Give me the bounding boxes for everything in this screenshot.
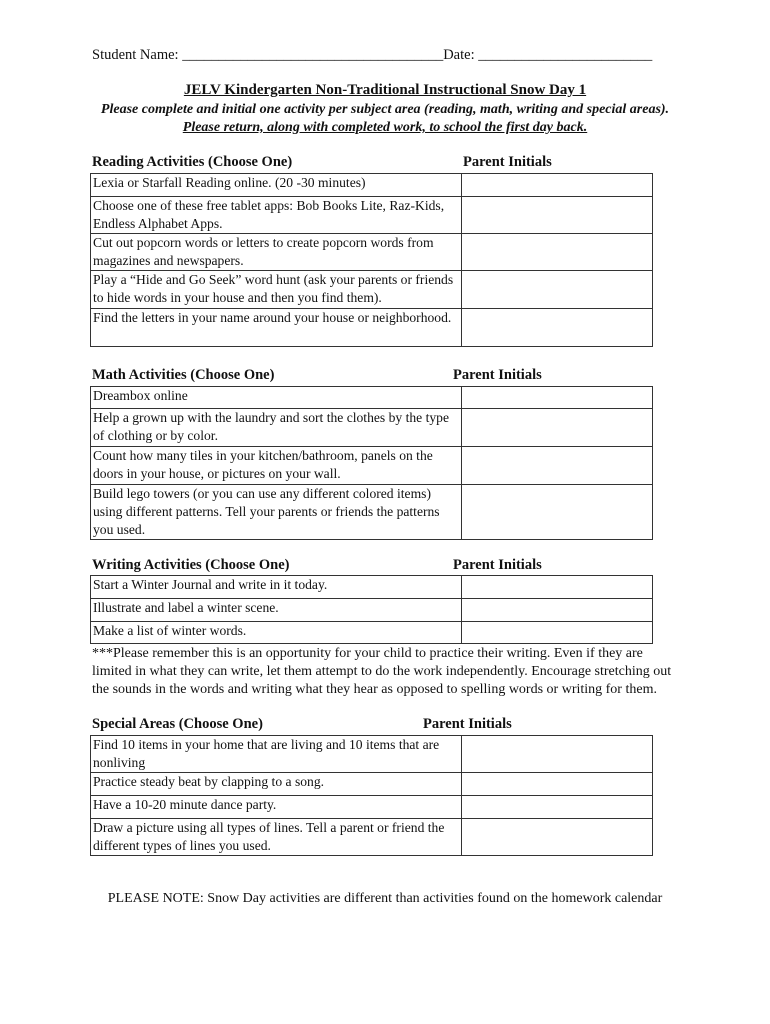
student-name-date-line: Student Name: ____________________________________Date: ________________________ [92, 47, 653, 63]
page-title: JELV Kindergarten Non-Traditional Instructional Snow Day 1 [183, 82, 587, 98]
table-row [91, 485, 653, 540]
activity-cell: Count how many tiles in your kitchen/bathroom, panels on the doors in your house, or pictures on your wall. [91, 447, 462, 485]
activity-cell: Have a 10-20 minute dance party. [91, 796, 462, 819]
reading-heading: Reading Activities (Choose One) [92, 154, 293, 170]
activity-cell: Start a Winter Journal and write in it today. [91, 576, 462, 599]
parent-initials-cell[interactable] [462, 174, 653, 197]
activity-cell: Play a “Hide and Go Seek” word hunt (ask your parents or friends to hide words in your house and then you find them). [91, 271, 462, 309]
writing-initials-heading: Parent Initials [453, 557, 542, 573]
parent-initials-cell[interactable] [462, 736, 653, 773]
parent-initials-cell[interactable] [462, 271, 653, 309]
parent-initials-cell[interactable] [462, 447, 653, 485]
please-note-footer: PLEASE NOTE: Snow Day activities are different than activities found on the homework calendar [107, 891, 663, 906]
parent-initials-cell[interactable] [462, 197, 653, 234]
reading-initials-heading: Parent Initials [463, 154, 552, 170]
activity-cell: Choose one of these free tablet apps: Bob Books Lite, Raz-Kids, Endless Alphabet Apps. [91, 197, 462, 234]
parent-initials-cell[interactable] [462, 819, 653, 856]
parent-initials-cell[interactable] [462, 234, 653, 271]
special-initials-heading: Parent Initials [423, 716, 512, 732]
table-row [91, 819, 653, 856]
parent-initials-cell[interactable] [462, 485, 653, 540]
activity-cell: Find the letters in your name around your house or neighborhood. [91, 309, 462, 347]
writing-table [90, 575, 653, 644]
table-row [91, 271, 653, 309]
table-row [91, 309, 653, 347]
parent-initials-cell[interactable] [462, 622, 653, 644]
special-areas-table [90, 735, 653, 856]
activity-cell: Illustrate and label a winter scene. [91, 599, 462, 622]
activity-cell: Build lego towers (or you can use any different colored items) using different patterns. Tell your parents or friends the patterns you used. [91, 485, 462, 540]
instructions [92, 101, 678, 137]
parent-initials-cell[interactable] [462, 309, 653, 347]
table-row [91, 599, 653, 622]
math-heading: Math Activities (Choose One) [92, 367, 275, 383]
table-row [91, 409, 653, 447]
table-row [91, 796, 653, 819]
parent-initials-cell[interactable] [462, 409, 653, 447]
writing-note: ***Please remember this is an opportunity for your child to practice their writing. Even if they are limited in what they can write, let them attempt to do the work independently. Encourage stretching out the sounds in the words and writing what they hear as opposed to spelling words or writing for them. [92, 646, 672, 697]
table-row [91, 174, 653, 197]
parent-initials-cell[interactable] [462, 796, 653, 819]
parent-initials-cell[interactable] [462, 576, 653, 599]
activity-cell: Lexia or Starfall Reading online. (20 -30 minutes) [91, 174, 462, 197]
table-row [91, 576, 653, 599]
table-row [91, 234, 653, 271]
writing-heading: Writing Activities (Choose One) [92, 557, 290, 573]
math-table [90, 386, 653, 540]
activity-cell: Find 10 items in your home that are living and 10 items that are nonliving [91, 736, 462, 773]
table-row [91, 387, 653, 409]
table-row [91, 447, 653, 485]
instructions-text: Please complete and initial one activity per subject area (reading, math, writing and special areas). [100, 102, 670, 117]
table-row [91, 622, 653, 644]
table-row [91, 773, 653, 796]
activity-cell: Practice steady beat by clapping to a song. [91, 773, 462, 796]
reading-table [90, 173, 653, 347]
activity-cell: Draw a picture using all types of lines. Tell a parent or friend the different types of lines you used. [91, 819, 462, 856]
parent-initials-cell[interactable] [462, 387, 653, 409]
parent-initials-cell[interactable] [462, 599, 653, 622]
special-areas-heading: Special Areas (Choose One) [92, 716, 263, 732]
activity-cell: Help a grown up with the laundry and sort the clothes by the type of clothing or by color. [91, 409, 462, 447]
parent-initials-cell[interactable] [462, 773, 653, 796]
table-row [91, 197, 653, 234]
table-row [91, 736, 653, 773]
math-initials-heading: Parent Initials [453, 367, 542, 383]
activity-cell: Dreambox online [91, 387, 462, 409]
instructions-return-text: Please return, along with completed work, to school the first day back. [182, 120, 588, 135]
activity-cell: Cut out popcorn words or letters to create popcorn words from magazines and newspapers. [91, 234, 462, 271]
activity-cell: Make a list of winter words. [91, 622, 462, 644]
